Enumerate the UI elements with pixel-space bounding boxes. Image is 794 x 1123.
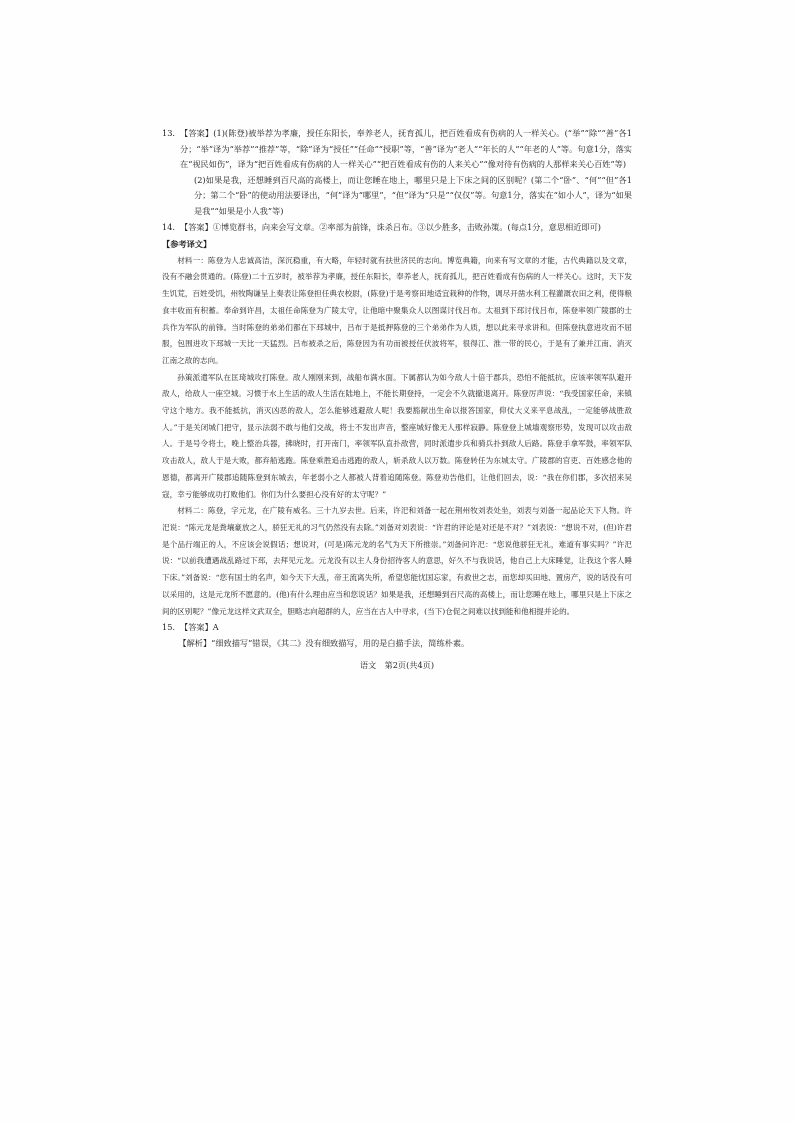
question-number: 15. <box>162 622 176 633</box>
q15-answer: 【答案】A <box>180 622 219 633</box>
reference-translation <box>162 253 632 620</box>
question-15 <box>162 620 632 636</box>
q13-answer-part2: (2)如果是我，还想睡到百尺高的高楼上，而让您睡在地上，哪里只是上下床之间的区别呢？(第二个“卧”、“何”“但”各1分；第二个“卧”的使动用法要译出，“何”译为“哪里”，“但”译为“只是”“仅仅”等。句意1分，落实在“如小人”，译为“如果是我”“如果是小人我”等) <box>194 174 632 216</box>
page-footer: 语文 第2页(共4页) <box>359 660 435 670</box>
reference-translation-title: 【参考译文】 <box>162 239 212 250</box>
answer-content <box>162 126 632 651</box>
translation-paragraph: 材料一：陈登为人忠诚高洁，深沉稳重，有大略，年轻时就有扶世济民的志向。博览典籍，向来有写文章的才能，古代典籍以及文章，没有不融会贯通的。(陈登)二十五岁时，被举荐为孝廉，授任东阳长，奉养老人，抚育孤儿，把百姓看成有伤病的人一样关心。这时，天下发生饥荒，百姓受饥，州牧陶谦呈上奏表让陈登担任典农校尉，(陈登)于是考察田地适宜栽种的作物，调尽开凿水利工程灌溉农田之利，使得粮食丰收而有积蓄。奉命到许昌，太祖任命陈登为广陵太守，让他暗中聚集众人以图谋讨伐吕布。太祖到下邳讨伐吕布，陈登率领广陵郡的士兵作为军队的前锋。当时陈登的弟弟们都在下邳城中，吕布于是抵押陈登的三个弟弟作为人质，想以此来寻求讲和。但陈登执意进攻而不屈服，包围进攻下邳城一天比一天猛烈。吕布被杀之后，陈登因为有功而被授任伏波将军，很得江、淮一带的民心，于是有了兼并江南、消灭江南之敌的志向。 <box>162 255 632 365</box>
q14-answer: 【答案】①博览群书，向来会写文章。②率部为前锋，诛杀吕布。③以少胜多，击败孙策。(每点1分，意思相近即可) <box>180 221 601 232</box>
translation-paragraph: 孙策派遣军队在匡琦城攻打陈登。敌人刚刚来到，战船布满水面。下属都认为如今敌人十倍于郡兵，恐怕不能抵抗，应该率领军队避开敌人，给敌人一座空城。习惯于水上生活的敌人生活在陆地上，不能长期登持，一定会不久就撤退离开。陈登厉声说：“我受国家任命，来镇守这个地方。我不能抵抗，消灭凶恶的敌人，怎么能够逃避敌人呢！我要豁献出生命以报答国家，仰仗大义来平息战乱，一定能够战胜敌人。”于是关闭城门把守，显示法弱不敢与他们交战，将士不发出声音，整座城好像无人那样寂静。陈登登上城墙观察形势，发现可以攻击敌人。于是号令将士，晚上整治兵器，拂晓时，打开南门，率领军队直扑敌营，同时派遣步兵和骑兵扑到敌人后路。陈登手拿军鼓，率领军队攻击敌人，敌人于是大败，都弃船逃跑。陈登乘胜追击逃跑的敌人，斩杀敌人以万数。陈登转任为东城太守。广陵郡的官吏、百姓感念他的恩德，都离开广陵郡追随陈登到东城去，年老弱小之人都被人背着追随陈登。陈登劝告他们，让他们回去，说：“我在你们郡，多次招来吴寇，幸亏能够成功打败他们。你们为什么要担心没有好的太守呢？” <box>162 372 632 499</box>
translation-paragraph: 材料二：陈登，字元龙，在广陵有威名。三十九岁去世。后来，许汜和刘备一起在荆州牧刘表处坐，刘表与刘备一起品论天下人物。许汜说：“陈元龙是粪壤豪放之人，骄狂无礼的习气仍然没有去除。”刘备对刘表说：“许君的评论是对还是不对？”刘表说：“想说不对，(但)许君是个品行端正的人，不应该会说假话；想说对，(可是)陈元龙的名气为天下所推崇。”刘备问许汜：“您说他骄狂无礼，难道有事实吗？”许汜说：“以前我遭遇战乱路过下邳，去拜见元龙。元龙没有以主人身份招待客人的意思，好久不与我说话，他自己上大床睡觉，让我这个客人睡下床。”刘备说：“您有国士的名声，如今天下大乱，帝王流离失所，希望您能忧国忘家，有救世之志，而您却买田地、置房产，说的话没有可以采用的，这是元龙所不愿意的。(他)有什么理由应当和您说话？如果是我，还想睡到百尺高的高楼上，而让您睡在地上，哪里只是上下床之间的区别呢？”像元龙这样文武双全，胆略志向超群的人，应当在古人中寻求，(当下)仓促之间难以找到能和他相提并论的。 <box>162 506 632 616</box>
q13-answer-part1: 【答案】(1)(陈登)被举荐为孝廉，授任东阳长，奉养老人，抚育孤儿，把百姓看成有伤病的人一样关心。(“举”“除”“善”各1分；“举”译为“举荐”“推荐”等，“除”译为“授任”“任命”“授职”等，“善”译为“老人”“年长的人”“年老的人”等。句意1分，落实在“视民如伤”，译为“把百姓看成有伤病的人一样关心”“把百姓看成有伤的人来关心”“像对待有伤病的人那样来关心百姓”等) <box>180 128 632 170</box>
question-14 <box>162 220 632 236</box>
q15-analysis: 【解析】“细致描写”错误，《其二》没有细致描写，用的是白描手法，简练朴素。 <box>178 637 470 648</box>
question-number: 13. <box>162 128 176 138</box>
question-number: 14. <box>162 221 176 232</box>
question-13 <box>162 126 632 220</box>
